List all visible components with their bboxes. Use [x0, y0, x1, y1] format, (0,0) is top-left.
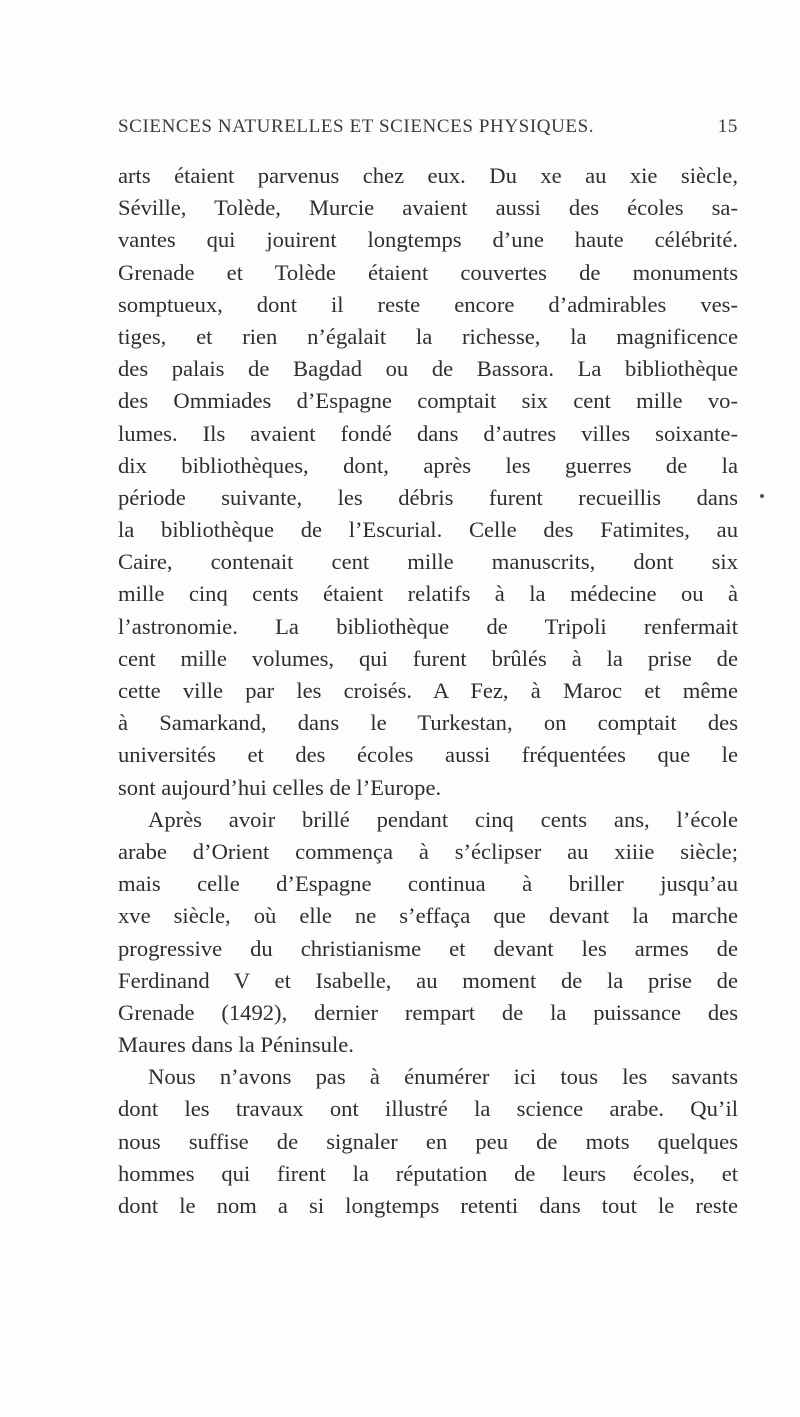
text-line: des Ommiades d’Espagne comptait six cent mille vo-: [118, 388, 738, 414]
text-line: période suivante, les débris furent recueillis dans: [118, 484, 738, 510]
text-line: à Samarkand, dans le Turkestan, on comptait des: [118, 710, 738, 736]
text-line: arabe d’Orient commença à s’éclipser au xiiie siècle;: [118, 838, 738, 864]
text-line: arts étaient parvenus chez eux. Du xe au xie siècle,: [118, 163, 738, 188]
text-line: dont les travaux ont illustré la science arabe. Qu’il: [118, 1096, 738, 1122]
margin-mark: [760, 494, 764, 498]
text-line: dix bibliothèques, dont, après les guerres de la: [118, 452, 738, 478]
text-line: mais celle d’Espagne continua à briller jusqu’au: [118, 871, 738, 897]
text-line: universités et des écoles aussi fréquentées que le: [118, 742, 738, 768]
text-line: cent mille volumes, qui furent brûlés à la prise de: [118, 645, 738, 671]
text-line: l’astronomie. La bibliothèque de Tripoli renfermait: [118, 613, 738, 639]
text-line: Grenade et Tolède étaient couvertes de monuments: [118, 259, 738, 285]
text-line: vantes qui jouirent longtemps d’une haute célébrité.: [118, 227, 738, 253]
text-line: mille cinq cents étaient relatifs à la médecine ou à: [118, 581, 738, 607]
running-title: SCIENCES NATURELLES ET SCIENCES PHYSIQUES.: [118, 116, 595, 137]
text-line: Séville, Tolède, Murcie avaient aussi des écoles sa-: [118, 195, 738, 221]
text-line: Ferdinand V et Isabelle, au moment de la prise de: [118, 967, 738, 993]
text-line: dont le nom a si longtemps retenti dans tout le reste: [118, 1193, 738, 1218]
text-line: nous suffise de signaler en peu de mots quelques: [118, 1128, 738, 1154]
paragraph-end-line: sont aujourd’hui celles de l’Europe.: [118, 774, 442, 800]
text-line: la bibliothèque de l’Escurial. Celle des Fatimites, au: [118, 517, 738, 543]
text-line: somptueux, dont il reste encore d’admirables ves-: [118, 291, 738, 317]
text-line: hommes qui firent la réputation de leurs écoles, et: [118, 1160, 738, 1186]
running-head: [118, 116, 738, 146]
paragraph-end-line: Maures dans la Péninsule.: [118, 1032, 354, 1058]
text-line: tiges, et rien n’égalait la richesse, la magnificence: [118, 323, 738, 349]
paragraph-start-line: Nous n’avons pas à énumérer ici tous les savants: [148, 1064, 738, 1090]
body-text: [118, 160, 738, 1222]
text-line: Grenade (1492), dernier rempart de la puissance des: [118, 999, 738, 1025]
text-line: xve siècle, où elle ne s’effaça que devant la marche: [118, 903, 738, 929]
text-line: progressive du christianisme et devant les armes de: [118, 935, 738, 961]
page-number: 15: [717, 116, 738, 137]
text-line: cette ville par les croisés. A Fez, à Maroc et même: [118, 678, 738, 703]
paragraph-start-line: Après avoir brillé pendant cinq cents ans, l’école: [148, 806, 738, 832]
text-line: des palais de Bagdad ou de Bassora. La bibliothèque: [118, 356, 738, 382]
text-line: lumes. Ils avaient fondé dans d’autres villes soixante-: [118, 420, 738, 446]
text-line: Caire, contenait cent mille manuscrits, dont six: [118, 549, 738, 575]
